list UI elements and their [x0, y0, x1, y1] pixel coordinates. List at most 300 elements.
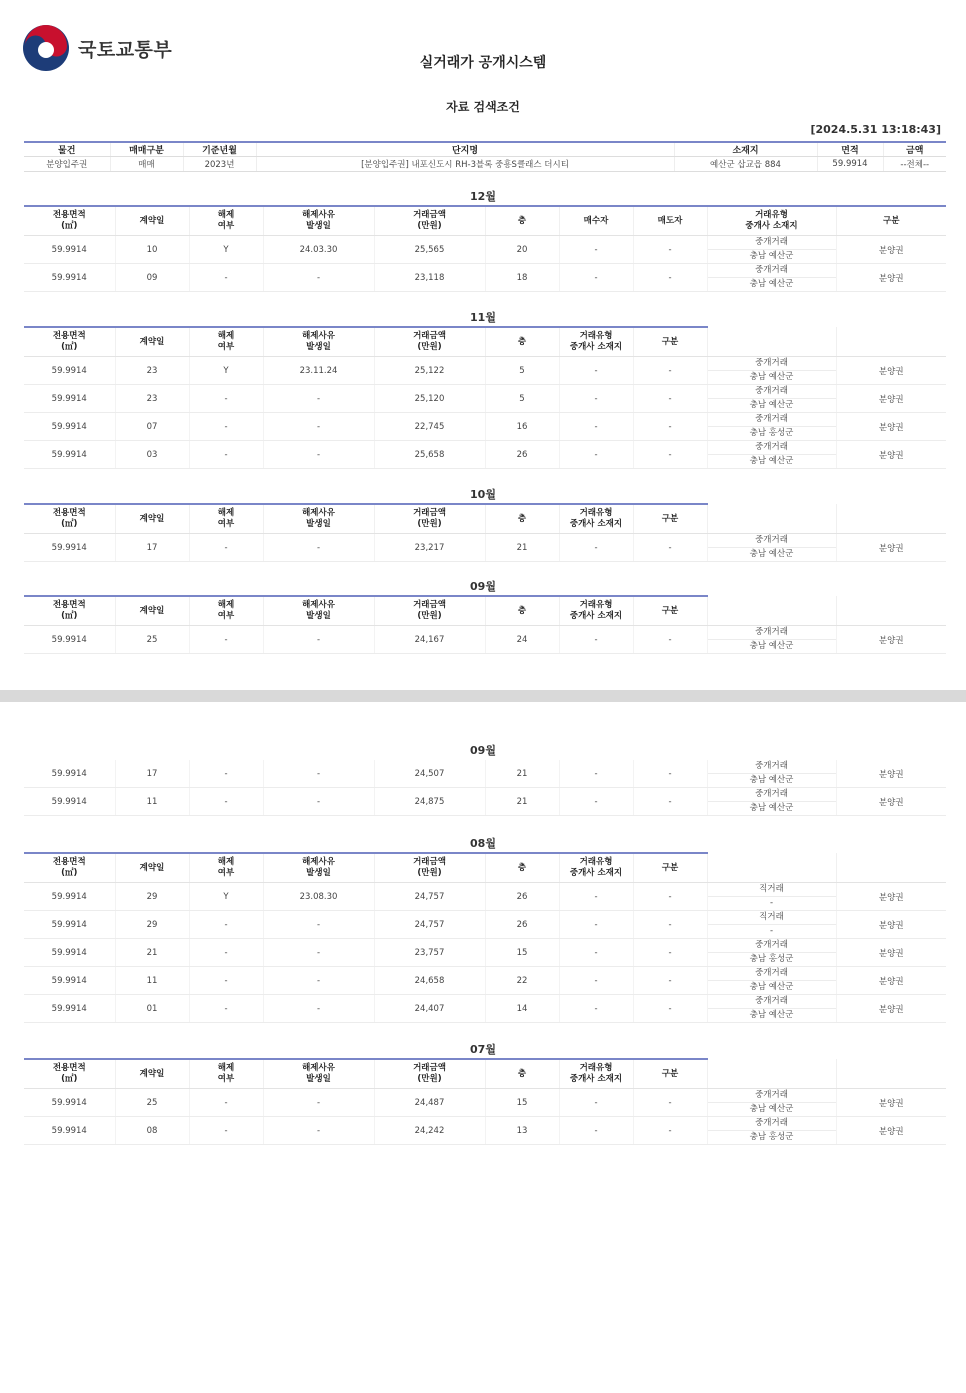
- column-header: [485, 504, 559, 534]
- column-header-line1: 전용면적: [52, 857, 86, 867]
- column-header-line2: 여부: [217, 868, 235, 878]
- cell: -: [559, 911, 633, 939]
- transaction-table: [24, 326, 946, 469]
- column-header-line2: 발생일: [306, 221, 331, 231]
- column-header: [374, 206, 485, 236]
- table-row: [24, 939, 946, 967]
- cell: 24,167: [374, 626, 485, 654]
- column-header-line2: 중개사 소재지: [569, 519, 623, 529]
- column-header: [633, 1059, 707, 1089]
- column-header: [263, 1059, 374, 1089]
- column-header: [374, 853, 485, 883]
- cell: 25,122: [374, 357, 485, 385]
- column-header-line1: 해제사유: [302, 600, 335, 610]
- cell: -: [559, 385, 633, 413]
- column-header-line2: (㎡): [61, 342, 78, 352]
- column-header-line1: 해제사유: [302, 331, 335, 341]
- trade-type: 중개거래: [708, 385, 836, 399]
- column-header: [115, 596, 189, 626]
- column-header: [836, 206, 946, 236]
- cell: 25: [115, 1089, 189, 1117]
- category-cell: 분양권: [836, 534, 946, 562]
- category-cell: 분양권: [836, 967, 946, 995]
- cell: -: [263, 967, 374, 995]
- column-header-line1: 구분: [661, 605, 679, 616]
- column-header-line1: 층: [517, 1068, 527, 1079]
- agent-location: -: [769, 898, 774, 908]
- condition-header: 면적: [817, 142, 883, 157]
- cell: -: [559, 626, 633, 654]
- column-header-line1: 거래유형: [755, 210, 788, 220]
- trade-type: 중개거래: [708, 357, 836, 371]
- column-header-line1: 계약일: [139, 605, 165, 616]
- column-header-line1: 거래금액: [413, 600, 446, 610]
- trade-type-cell: [707, 264, 836, 292]
- column-header: [263, 596, 374, 626]
- cell: 24,487: [374, 1089, 485, 1117]
- column-header: [189, 504, 263, 534]
- agent-location: 충남 예산군: [749, 775, 794, 785]
- month-title: 12월: [470, 190, 496, 203]
- table-row: [24, 534, 946, 562]
- cell: 15: [485, 939, 559, 967]
- trade-type: 중개거래: [708, 1089, 836, 1103]
- column-header-line1: 해제: [217, 600, 235, 610]
- cell: -: [189, 413, 263, 441]
- column-header: [263, 327, 374, 357]
- cell: 23: [115, 357, 189, 385]
- cell: -: [633, 883, 707, 911]
- cell: 01: [115, 995, 189, 1023]
- column-header-line2: (만원): [417, 868, 442, 878]
- cell: 11: [115, 788, 189, 816]
- cell: Y: [189, 883, 263, 911]
- cell: 24,757: [374, 911, 485, 939]
- column-header-line2: 여부: [217, 342, 235, 352]
- cell: -: [189, 788, 263, 816]
- category-cell: 분양권: [836, 357, 946, 385]
- column-header-line1: 거래유형: [579, 331, 613, 341]
- column-header: [189, 853, 263, 883]
- table-row: [24, 413, 946, 441]
- column-header-line1: 거래금액: [413, 331, 446, 341]
- column-header-line1: 전용면적: [52, 210, 86, 220]
- cell: 59.9914: [24, 883, 115, 911]
- search-condition-table: [24, 141, 946, 172]
- column-header-line1: 구분: [661, 336, 679, 347]
- column-header-line2: 발생일: [306, 1074, 331, 1084]
- column-header-line1: 매도자: [657, 215, 683, 226]
- cell: 59.9914: [24, 626, 115, 654]
- cell: 59.9914: [24, 788, 115, 816]
- ministry-name: 국토교통부: [78, 38, 173, 61]
- trade-type: 중개거래: [708, 441, 836, 455]
- table-row: [24, 264, 946, 292]
- column-header-line1: 해제사유: [302, 857, 335, 867]
- cell: 25,565: [374, 236, 485, 264]
- cell: 29: [115, 883, 189, 911]
- column-header-line1: 거래유형: [579, 1063, 613, 1073]
- column-header-line2: 여부: [217, 1074, 235, 1084]
- cell: 17: [115, 760, 189, 788]
- cell: -: [559, 534, 633, 562]
- category-cell: 분양권: [836, 911, 946, 939]
- cell: 22,745: [374, 413, 485, 441]
- transaction-table: [24, 1058, 946, 1145]
- column-header: [559, 853, 633, 883]
- column-header: [374, 504, 485, 534]
- cell: -: [633, 760, 707, 788]
- agent-location: 충남 홍성군: [749, 954, 794, 964]
- column-header-line1: 전용면적: [52, 508, 86, 518]
- trade-type-cell: [707, 1089, 836, 1117]
- column-header: [24, 1059, 115, 1089]
- cell: -: [633, 1117, 707, 1145]
- category-cell: 분양권: [836, 883, 946, 911]
- cell: -: [189, 1117, 263, 1145]
- cell: -: [559, 413, 633, 441]
- cell: -: [559, 1089, 633, 1117]
- column-header-line1: 매수자: [583, 215, 609, 226]
- column-header: [633, 206, 707, 236]
- table-row: [24, 357, 946, 385]
- column-header: [24, 327, 115, 357]
- agent-location: 충남 예산군: [749, 982, 794, 992]
- trade-type-cell: [707, 995, 836, 1023]
- cell: 59.9914: [24, 385, 115, 413]
- table-row: [24, 995, 946, 1023]
- cell: -: [633, 236, 707, 264]
- cell: -: [633, 967, 707, 995]
- cell: -: [559, 967, 633, 995]
- agent-location: 충남 예산군: [749, 1104, 794, 1114]
- column-header: [263, 206, 374, 236]
- agent-location: 충남 홍성군: [749, 1132, 794, 1142]
- month-title: 08월: [470, 837, 496, 850]
- cell: 15: [485, 1089, 559, 1117]
- trade-type: 중개거래: [708, 1117, 836, 1131]
- column-header-line1: 거래유형: [579, 600, 613, 610]
- column-header-line1: 구분: [661, 862, 679, 873]
- table-header-row: [24, 206, 946, 236]
- trade-type-cell: [707, 413, 836, 441]
- cell: 24,658: [374, 967, 485, 995]
- column-header: [559, 504, 633, 534]
- table-row: [24, 911, 946, 939]
- column-header-line1: 계약일: [139, 862, 165, 873]
- column-header-line2: 중개사 소재지: [569, 868, 623, 878]
- condition-header: 단지명: [256, 142, 674, 157]
- cell: 26: [485, 441, 559, 469]
- column-header-line1: 구분: [661, 1068, 679, 1079]
- cell: -: [189, 441, 263, 469]
- cell: -: [189, 264, 263, 292]
- cell: -: [633, 441, 707, 469]
- column-header: [485, 1059, 559, 1089]
- column-header: [24, 504, 115, 534]
- cell: 18: [485, 264, 559, 292]
- cell: -: [633, 413, 707, 441]
- condition-value: 분양입주권: [24, 157, 110, 172]
- column-header-line1: 층: [517, 605, 527, 616]
- cell: -: [559, 883, 633, 911]
- column-header: [115, 853, 189, 883]
- trade-type: 중개거래: [708, 236, 836, 250]
- column-header-line1: 거래금액: [413, 1063, 446, 1073]
- cell: -: [189, 626, 263, 654]
- agent-location: 충남 예산군: [749, 279, 794, 289]
- cell: 21: [485, 760, 559, 788]
- trade-type: 중개거래: [708, 413, 836, 427]
- cell: Y: [189, 357, 263, 385]
- cell: 20: [485, 236, 559, 264]
- column-header: [115, 1059, 189, 1089]
- cell: 59.9914: [24, 441, 115, 469]
- column-header-line2: 여부: [217, 519, 235, 529]
- category-cell: 분양권: [836, 441, 946, 469]
- trade-type-cell: [707, 939, 836, 967]
- agent-location: 충남 예산군: [749, 549, 794, 559]
- column-header-line1: 구분: [661, 513, 679, 524]
- agent-location: 충남 홍성군: [749, 428, 794, 438]
- column-header-line2: 발생일: [306, 519, 331, 529]
- empty-header-cell: [707, 596, 836, 626]
- report-page-2: [0, 702, 966, 1393]
- column-header: [115, 206, 189, 236]
- category-cell: 분양권: [836, 1117, 946, 1145]
- trade-type: 중개거래: [708, 995, 836, 1009]
- column-header: [485, 327, 559, 357]
- column-header-line2: (만원): [417, 519, 442, 529]
- column-header-line2: (㎡): [61, 519, 78, 529]
- cell: 26: [485, 911, 559, 939]
- empty-header-cell: [836, 1059, 946, 1089]
- trade-type: 직거래: [708, 883, 836, 897]
- cell: 59.9914: [24, 911, 115, 939]
- column-header-line2: 중개사 소재지: [745, 221, 798, 231]
- cell: -: [559, 264, 633, 292]
- column-header-line2: (㎡): [61, 868, 78, 878]
- column-header-line1: 계약일: [139, 215, 165, 226]
- cell: 23,757: [374, 939, 485, 967]
- category-cell: 분양권: [836, 939, 946, 967]
- column-header-line1: 전용면적: [52, 1063, 86, 1073]
- column-header: [559, 327, 633, 357]
- column-header-line1: 거래유형: [579, 857, 613, 867]
- trade-type-cell: [707, 883, 836, 911]
- cell: 29: [115, 911, 189, 939]
- column-header: [374, 596, 485, 626]
- trade-type: 중개거래: [708, 264, 836, 278]
- cell: -: [189, 911, 263, 939]
- column-header-line2: 중개사 소재지: [569, 1074, 623, 1084]
- empty-header-cell: [707, 327, 836, 357]
- condition-title: 자료 검색조건: [446, 100, 520, 114]
- cell: 23.11.24: [263, 357, 374, 385]
- column-header: [633, 596, 707, 626]
- cell: 59.9914: [24, 413, 115, 441]
- month-title: 07월: [470, 1043, 496, 1056]
- condition-value: 매매: [110, 157, 183, 172]
- column-header: [485, 206, 559, 236]
- table-row: [24, 236, 946, 264]
- column-header: [707, 206, 836, 236]
- agent-location: 충남 예산군: [749, 372, 794, 382]
- column-header: [633, 327, 707, 357]
- agent-location: -: [769, 926, 774, 936]
- cell: Y: [189, 236, 263, 264]
- table-header-row: [24, 504, 946, 534]
- condition-header: 기준년월: [183, 142, 256, 157]
- trade-type-cell: [707, 385, 836, 413]
- table-row: [24, 788, 946, 816]
- condition-value: 2023년: [183, 157, 256, 172]
- trade-type: 중개거래: [708, 967, 836, 981]
- trade-type: 중개거래: [708, 760, 836, 774]
- condition-header: 매매구분: [110, 142, 183, 157]
- cell: 21: [115, 939, 189, 967]
- cell: 59.9914: [24, 967, 115, 995]
- column-header-line1: 계약일: [139, 336, 165, 347]
- column-header: [115, 327, 189, 357]
- trade-type-cell: [707, 1117, 836, 1145]
- page-separator: [0, 690, 966, 702]
- cell: 16: [485, 413, 559, 441]
- cell: 59.9914: [24, 760, 115, 788]
- cell: -: [263, 264, 374, 292]
- cell: -: [559, 357, 633, 385]
- cell: 11: [115, 967, 189, 995]
- cell: 21: [485, 788, 559, 816]
- cell: 24,757: [374, 883, 485, 911]
- empty-header-cell: [707, 853, 836, 883]
- trade-type-cell: [707, 534, 836, 562]
- column-header-line2: (㎡): [61, 221, 78, 231]
- trade-type: 중개거래: [708, 939, 836, 953]
- table-row: [24, 385, 946, 413]
- empty-header-cell: [707, 1059, 836, 1089]
- column-header-line1: 거래금액: [413, 857, 446, 867]
- cell: 10: [115, 236, 189, 264]
- cell: -: [263, 1117, 374, 1145]
- table-row: [24, 967, 946, 995]
- trade-type: 중개거래: [708, 788, 836, 802]
- condition-header: 금액: [883, 142, 946, 157]
- cell: 5: [485, 385, 559, 413]
- table-row: [24, 441, 946, 469]
- cell: -: [633, 264, 707, 292]
- trade-type-cell: [707, 626, 836, 654]
- trade-type-cell: [707, 967, 836, 995]
- cell: -: [189, 534, 263, 562]
- agent-location: 충남 예산군: [749, 1010, 794, 1020]
- column-header-line1: 해제: [217, 210, 235, 220]
- cell: 59.9914: [24, 264, 115, 292]
- cell: 21: [485, 534, 559, 562]
- category-cell: 분양권: [836, 995, 946, 1023]
- cell: 59.9914: [24, 534, 115, 562]
- table-row: [24, 1117, 946, 1145]
- cell: -: [559, 939, 633, 967]
- table-header-row: [24, 327, 946, 357]
- cell: -: [263, 441, 374, 469]
- column-header: [189, 327, 263, 357]
- column-header-line2: 발생일: [306, 868, 331, 878]
- column-header: [263, 853, 374, 883]
- column-header-line1: 층: [517, 215, 527, 226]
- cell: 25,658: [374, 441, 485, 469]
- column-header-line2: (만원): [417, 342, 442, 352]
- transaction-table: [24, 760, 946, 816]
- column-header-line2: (만원): [417, 611, 442, 621]
- column-header-line1: 해제: [217, 857, 235, 867]
- cell: -: [559, 788, 633, 816]
- column-header: [485, 596, 559, 626]
- category-cell: 분양권: [836, 626, 946, 654]
- cell: 07: [115, 413, 189, 441]
- column-header-line1: 전용면적: [52, 331, 86, 341]
- column-header: [374, 327, 485, 357]
- cell: -: [633, 357, 707, 385]
- transaction-table: [24, 503, 946, 562]
- cell: -: [263, 626, 374, 654]
- trade-type: 중개거래: [708, 626, 836, 640]
- condition-value: [분양입주권] 내포신도시 RH-3블록 중흥S클래스 더시티: [256, 157, 674, 172]
- column-header-line1: 거래금액: [413, 508, 446, 518]
- empty-header-cell: [836, 853, 946, 883]
- cell: 08: [115, 1117, 189, 1145]
- column-header-line2: 발생일: [306, 342, 331, 352]
- cell: -: [633, 788, 707, 816]
- transaction-table: [24, 205, 946, 292]
- column-header-line1: 해제사유: [302, 210, 335, 220]
- cell: 23: [115, 385, 189, 413]
- cell: 59.9914: [24, 995, 115, 1023]
- category-cell: 분양권: [836, 413, 946, 441]
- column-header: [559, 596, 633, 626]
- cell: 5: [485, 357, 559, 385]
- cell: 24: [485, 626, 559, 654]
- column-header-line1: 해제: [217, 1063, 235, 1073]
- trade-type: 중개거래: [708, 534, 836, 548]
- cell: 23,217: [374, 534, 485, 562]
- column-header-line1: 거래금액: [413, 210, 446, 220]
- column-header-line1: 구분: [883, 215, 900, 226]
- column-header: [559, 206, 633, 236]
- column-header-line1: 해제: [217, 508, 235, 518]
- transaction-table: [24, 595, 946, 654]
- column-header-line2: (만원): [417, 221, 442, 231]
- cell: -: [559, 995, 633, 1023]
- cell: -: [189, 995, 263, 1023]
- cell: -: [263, 413, 374, 441]
- cell: -: [633, 385, 707, 413]
- cell: -: [559, 760, 633, 788]
- column-header-line2: (만원): [417, 1074, 442, 1084]
- cell: 59.9914: [24, 939, 115, 967]
- cell: -: [263, 995, 374, 1023]
- transaction-table: [24, 852, 946, 1023]
- cell: 24,875: [374, 788, 485, 816]
- empty-header-cell: [707, 504, 836, 534]
- cell: -: [559, 1117, 633, 1145]
- cell: 59.9914: [24, 357, 115, 385]
- trade-type-cell: [707, 760, 836, 788]
- table-header-row: [24, 853, 946, 883]
- agent-location: 충남 예산군: [749, 400, 794, 410]
- cell: 23,118: [374, 264, 485, 292]
- month-title: 09월: [470, 580, 496, 593]
